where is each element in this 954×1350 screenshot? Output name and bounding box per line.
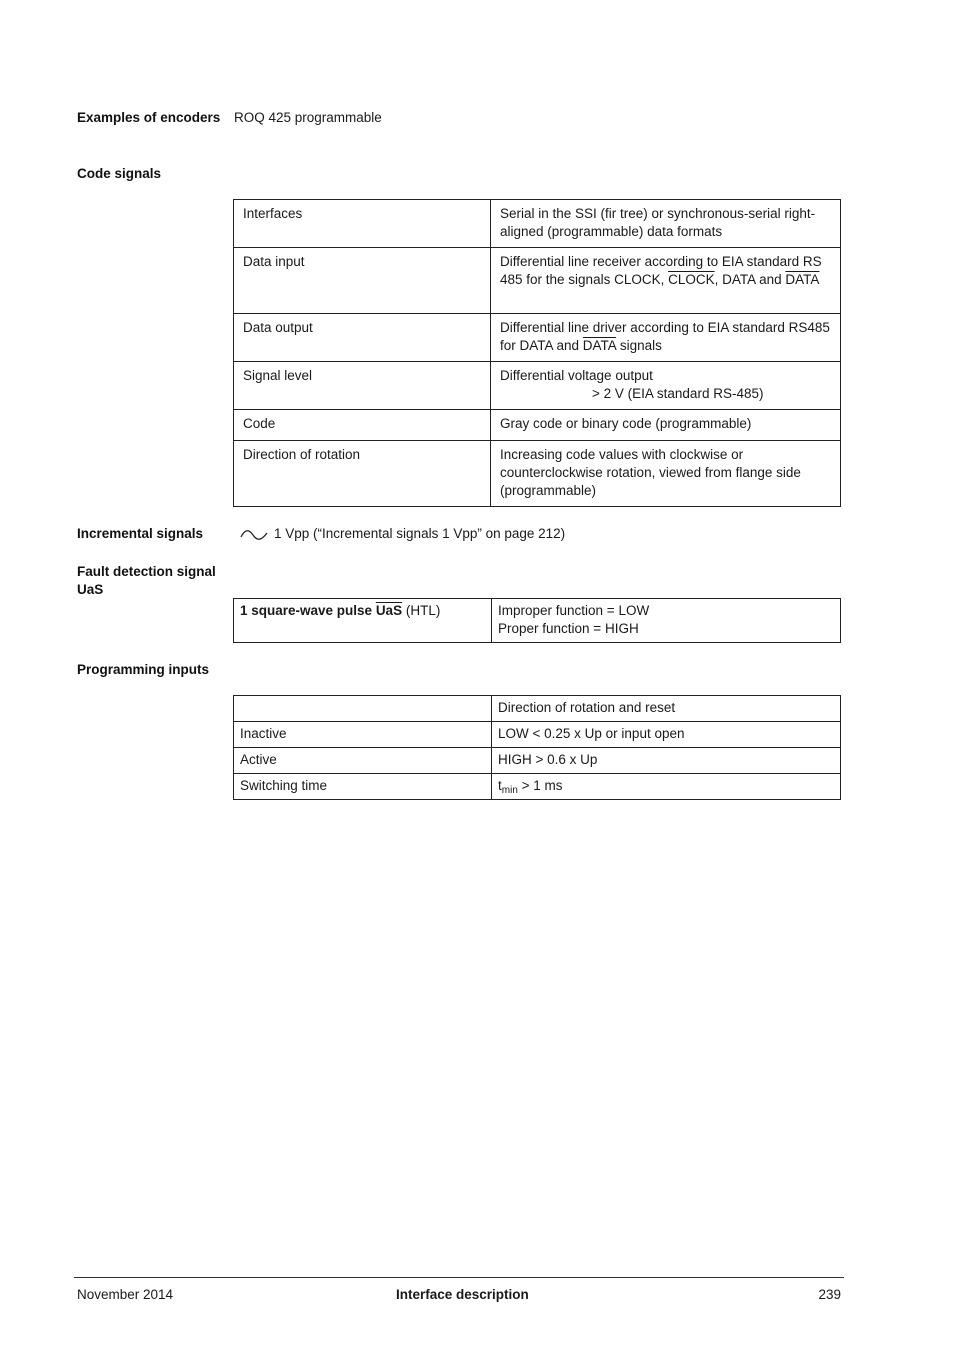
footer-date: November 2014 (77, 1287, 174, 1302)
sine-wave-icon (240, 528, 268, 540)
data-output-text-2: signals (616, 338, 662, 353)
programming-table (233, 695, 841, 800)
fault-value-cell (492, 599, 841, 643)
signal-level-line2: > 2 V (EIA standard RS-485) (592, 386, 764, 401)
table-row (234, 314, 841, 362)
table-row (234, 748, 841, 774)
data-output-inverted: DATA (582, 338, 617, 353)
footer-title: Interface description (396, 1287, 529, 1302)
data-input-text: Differential line receiver according to EIA standard RS 485 for the signals CLOCK, (500, 254, 822, 287)
interfaces-label: Interfaces (234, 200, 491, 248)
signal-level-value (491, 362, 841, 410)
footer-divider (74, 1277, 844, 1278)
switching-value (492, 774, 841, 800)
data-output-text: Differential line driver according to EIA standard RS485 for DATA and (500, 320, 830, 353)
code-label: Code (234, 410, 491, 441)
fault-signal-suffix: (HTL) (402, 603, 441, 618)
direction-label: Direction of rotation (234, 441, 491, 507)
inactive-value: LOW < 0.25 x Up or input open (492, 722, 841, 748)
switching-rest: > 1 ms (517, 778, 563, 793)
incremental-value: 1 Vpp (“Incremental signals 1 Vpp” on page 212) (274, 526, 566, 541)
programming-label: Programming inputs (77, 662, 210, 677)
data-output-label: Data output (234, 314, 491, 362)
data-inverted: DATA (785, 272, 820, 287)
uas-signal: $\overline{UaS}$ (375, 603, 403, 618)
clock-inverted: CLOCK (668, 272, 715, 287)
table-row (234, 362, 841, 410)
table-row (234, 410, 841, 441)
switching-sub: min (501, 785, 518, 796)
code-value: Gray code or binary code (programmable) (491, 410, 841, 441)
fault-line2: Proper function = HIGH (498, 621, 639, 636)
inactive-label: Inactive (234, 722, 492, 748)
direction-value: Increasing code values with clockwise or counterclockwise rotation, viewed from flange side (programmable) (491, 441, 841, 507)
fault-table (233, 598, 841, 643)
data-output-value (491, 314, 841, 362)
interfaces-value: Serial in the SSI (fir tree) or synchronous-serial right-aligned (programmable) data formats (491, 200, 841, 248)
fault-line1: Improper function = LOW (498, 603, 650, 618)
table-row (234, 599, 841, 643)
active-value: HIGH > 0.6 x Up (492, 748, 841, 774)
code-signals-label: Code signals (77, 166, 162, 181)
examples-value: ROQ 425 programmable (234, 110, 382, 125)
data-input-value (491, 248, 841, 314)
table-row (234, 696, 841, 722)
fault-signal-cell (234, 599, 492, 643)
examples-label: Examples of encoders (77, 110, 221, 125)
signal-level-label: Signal level (234, 362, 491, 410)
page-number: 239 (818, 1287, 841, 1302)
signal-level-line1: Differential voltage output (500, 368, 653, 383)
switching-label: Switching time (234, 774, 492, 800)
incremental-label: Incremental signals (77, 526, 204, 541)
code-signals-table (233, 199, 841, 507)
fault-label: Fault detection signal UaS (77, 564, 216, 597)
data-input-label: Data input (234, 248, 491, 314)
table-row (234, 722, 841, 748)
fault-signal-bold: 1 square-wave pulse (240, 603, 376, 618)
data-input-text-2: , DATA and (714, 272, 786, 287)
table-row (234, 200, 841, 248)
prog-header: Direction of rotation and reset (492, 696, 841, 722)
table-row (234, 774, 841, 800)
table-row (234, 441, 841, 507)
incremental-value-row (240, 525, 565, 543)
prog-header-empty (234, 696, 492, 722)
active-label: Active (234, 748, 492, 774)
switching-t: t (498, 778, 502, 793)
table-row (234, 248, 841, 314)
